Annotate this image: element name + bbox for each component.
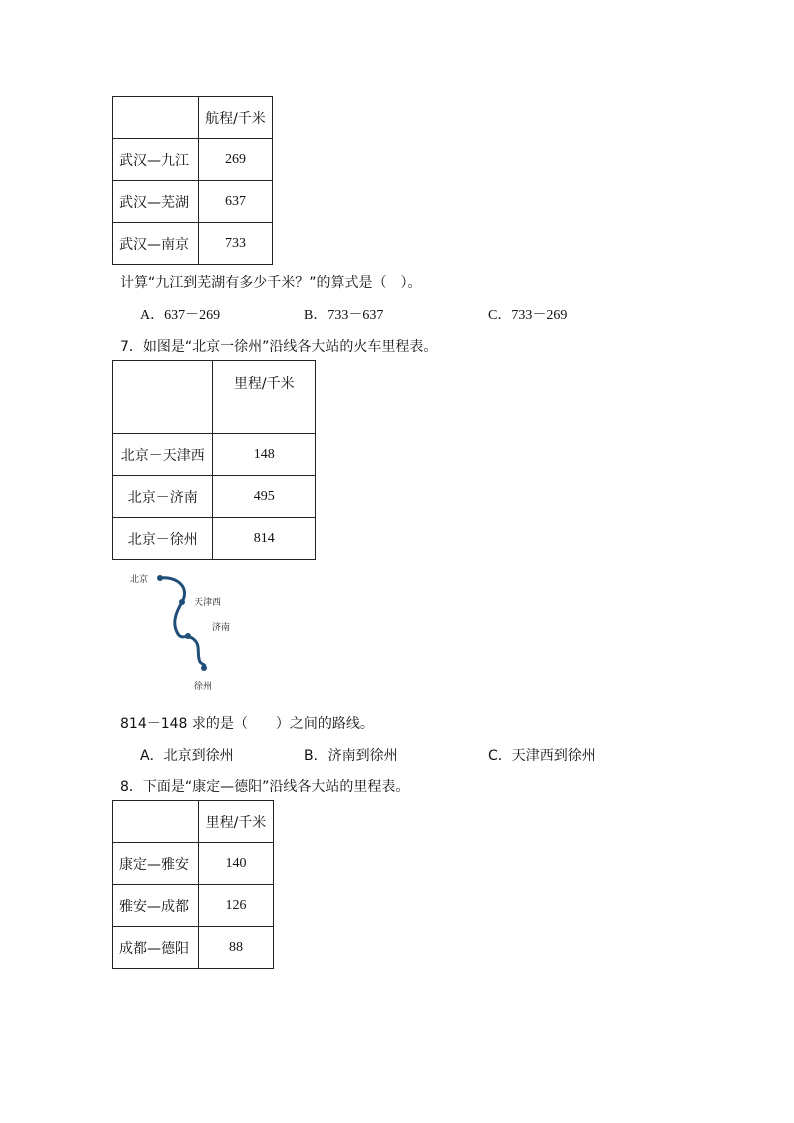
station-dot-xuzhou bbox=[201, 665, 207, 671]
table-value-cell: 637 bbox=[198, 181, 272, 223]
q6-option-c[interactable]: C．733－269 bbox=[488, 308, 568, 323]
table-route-cell: 北京－徐州 bbox=[113, 518, 213, 560]
q7-option-a[interactable]: A．北京到徐州 bbox=[140, 748, 234, 764]
table-route-cell: 成都—德阳 bbox=[113, 927, 199, 969]
q7-option-b[interactable]: B．济南到徐州 bbox=[304, 748, 398, 764]
station-dot-tianjinxi bbox=[179, 599, 185, 605]
route-map bbox=[120, 566, 250, 696]
station-label: 北京 bbox=[130, 575, 149, 585]
q7-option-c[interactable]: C．天津西到徐州 bbox=[488, 748, 596, 764]
table-value-cell: 148 bbox=[213, 434, 316, 476]
table-corner-cell bbox=[113, 361, 213, 434]
table-value-cell: 733 bbox=[198, 223, 272, 265]
station-label: 济南 bbox=[212, 623, 231, 633]
table-route-cell: 武汉—芜湖 bbox=[113, 181, 199, 223]
question-7-stem: 814－148 求的是（ ）之间的路线。 bbox=[120, 716, 374, 732]
table-value-cell: 495 bbox=[213, 476, 316, 518]
q6-option-a[interactable]: A．637－269 bbox=[140, 308, 221, 323]
table-value-cell: 814 bbox=[213, 518, 316, 560]
table-value-cell: 140 bbox=[198, 843, 273, 885]
flight-distance-table bbox=[112, 96, 273, 265]
q6-option-b[interactable]: B．733－637 bbox=[304, 308, 384, 323]
table-corner-cell bbox=[113, 97, 199, 139]
train-distance-table bbox=[112, 360, 316, 560]
rail-line bbox=[160, 578, 205, 668]
question-7-title: 7．如图是“北京一徐州”沿线各大站的火车里程表。 bbox=[120, 339, 438, 355]
table-corner-cell bbox=[113, 801, 199, 843]
table-value-cell: 126 bbox=[198, 885, 273, 927]
question-6-stem: 计算“九江到芜湖有多少千米？”的算式是（ ）。 bbox=[120, 275, 422, 291]
station-dot-jinan bbox=[185, 633, 191, 639]
table-value-cell: 269 bbox=[198, 139, 272, 181]
station-label: 天津西 bbox=[194, 598, 222, 608]
table-header: 里程/千米 bbox=[213, 361, 316, 434]
table-route-cell: 康定—雅安 bbox=[113, 843, 199, 885]
question-8-title: 8．下面是“康定—德阳”沿线各大站的里程表。 bbox=[120, 779, 410, 795]
table-value-cell: 88 bbox=[198, 927, 273, 969]
station-label: 徐州 bbox=[194, 682, 213, 692]
mileage-table bbox=[112, 800, 274, 969]
table-route-cell: 武汉—九江 bbox=[113, 139, 199, 181]
table-route-cell: 北京－济南 bbox=[113, 476, 213, 518]
table-route-cell: 雅安—成都 bbox=[113, 885, 199, 927]
station-dot-beijing bbox=[157, 575, 163, 581]
table-header: 里程/千米 bbox=[198, 801, 273, 843]
table-route-cell: 武汉—南京 bbox=[113, 223, 199, 265]
table-header: 航程/千米 bbox=[198, 97, 272, 139]
table-route-cell: 北京－天津西 bbox=[113, 434, 213, 476]
